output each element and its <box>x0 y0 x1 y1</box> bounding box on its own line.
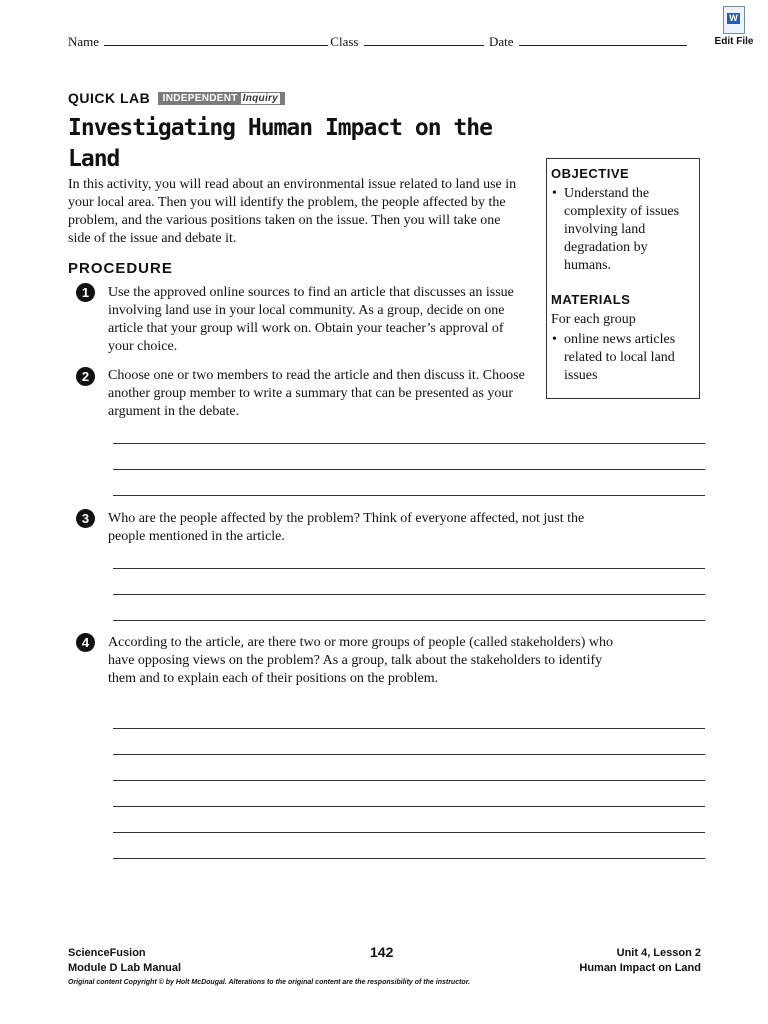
objective-heading: OBJECTIVE <box>551 166 630 181</box>
materials-item: • online news articles related to local land issues <box>551 331 695 385</box>
answer-line[interactable] <box>113 568 705 569</box>
answer-line[interactable] <box>113 620 705 621</box>
footer-left <box>68 946 181 976</box>
footer-lesson: Human Impact on Land <box>579 962 701 974</box>
materials-intro: For each group <box>551 312 636 327</box>
date-blank[interactable] <box>519 44 687 46</box>
procedure-heading: PROCEDURE <box>68 260 173 277</box>
footer-unit: Unit 4, Lesson 2 <box>616 947 701 959</box>
step-3-text: Who are the people affected by the problem? Think of everyone affected, not just the people mentioned in the article. <box>108 511 585 544</box>
name-blank[interactable] <box>104 44 328 46</box>
step-2-text: Choose one or two members to read the article and then discuss it. Choose another group member to write a summary that can be presented as your argument in the debate. <box>108 368 525 419</box>
answer-line[interactable] <box>113 469 705 470</box>
objective-item: • Understand the complexity of issues involving land degradation by humans. <box>551 185 695 275</box>
class-blank[interactable] <box>364 44 484 46</box>
answer-line[interactable] <box>113 443 705 444</box>
step-4-text: According to the article, are there two or more groups of people (called stakeholders) who have opposing views on the problem? As a group, talk about the stakeholders to identify them and to explain each of their positions on the problem. <box>108 635 613 686</box>
copyright-notice: Original content Copyright © by Holt McDougal. Alterations to the original content are the responsibility of the instructor. <box>68 979 470 986</box>
footer-brand: ScienceFusion <box>68 947 146 959</box>
class-label: Class <box>330 34 359 49</box>
quick-lab-heading <box>68 90 285 106</box>
name-label: Name <box>68 34 100 49</box>
footer-manual: Module D Lab Manual <box>68 962 182 974</box>
badge-label: INDEPENDENT <box>162 93 238 104</box>
word-document-icon: W <box>723 6 745 34</box>
step-2-number-icon: 2 <box>76 367 95 386</box>
independent-inquiry-badge <box>158 92 285 105</box>
step-1-number-icon: 1 <box>76 283 95 302</box>
edit-file-label: Edit File <box>714 36 754 47</box>
materials-heading: MATERIALS <box>551 292 631 307</box>
inquiry-label: Inquiry <box>242 93 279 104</box>
answer-line[interactable] <box>113 728 705 729</box>
objective-materials-box <box>546 158 700 399</box>
answer-line[interactable] <box>113 780 705 781</box>
answer-line[interactable] <box>113 495 705 496</box>
student-info-row <box>68 34 689 50</box>
step-1-text: Use the approved online sources to find an article that discusses an issue involving land use in your local community. As a group, decide on one article that your group will work on. Obtain your teacher’s approval of your choice. <box>108 285 514 354</box>
answer-line[interactable] <box>113 754 705 755</box>
quick-lab-label: QUICK LAB <box>68 90 151 106</box>
answer-line[interactable] <box>113 858 705 859</box>
step-3-number-icon: 3 <box>76 509 95 528</box>
answer-line[interactable] <box>113 806 705 807</box>
edit-file-button[interactable] <box>708 6 760 47</box>
step-4-number-icon: 4 <box>76 633 95 652</box>
answer-line[interactable] <box>113 832 705 833</box>
intro-paragraph: In this activity, you will read about an environmental issue related to land use in your local area. Then you will identify the problem, the people affected by the problem, and the various positions taken on the issue. Then you will take one side of the issue and debate it. <box>68 177 517 246</box>
date-label: Date <box>488 34 514 49</box>
footer-right <box>579 946 701 976</box>
answer-line[interactable] <box>113 594 705 595</box>
page-number: 142 <box>370 944 394 960</box>
page-title: Investigating Human Impact on the Land <box>68 115 492 172</box>
